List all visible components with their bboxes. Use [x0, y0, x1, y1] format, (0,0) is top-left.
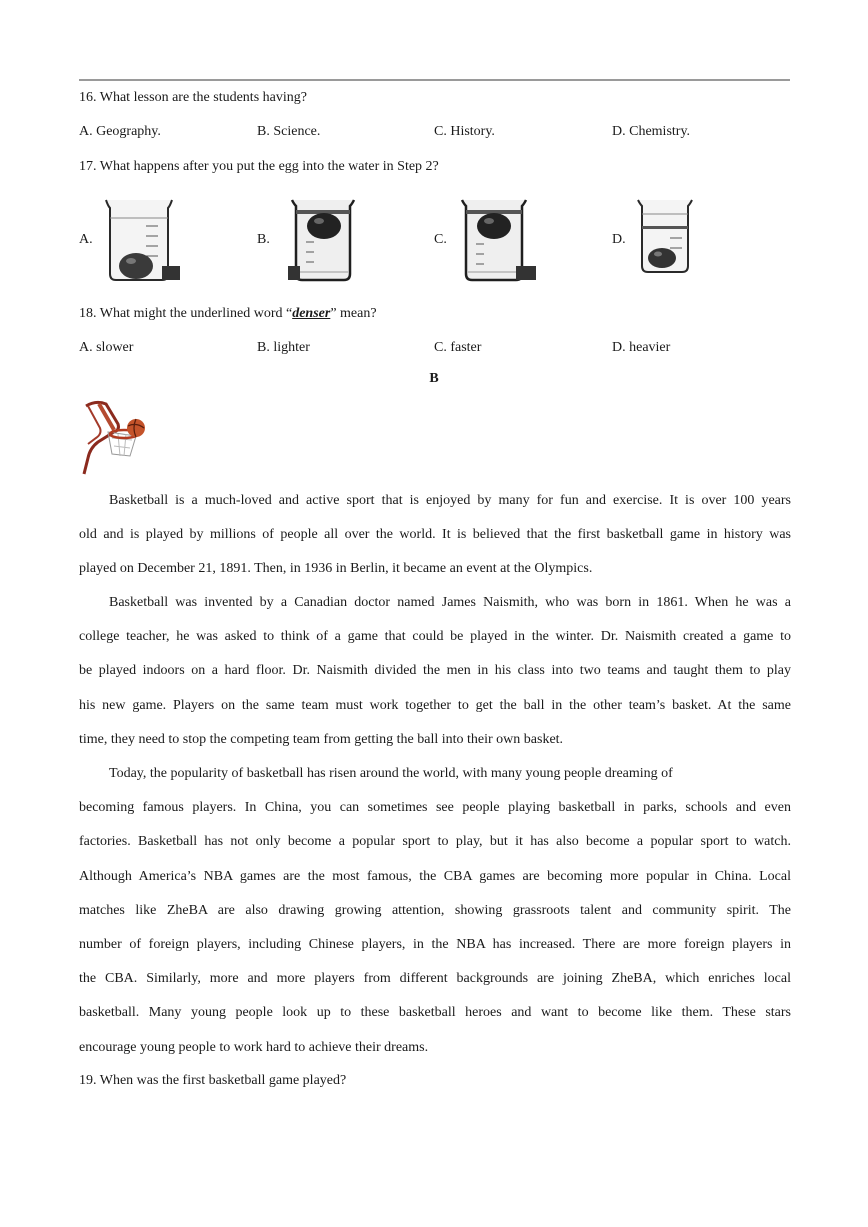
q16-option-a: A. Geography. [79, 124, 161, 139]
q17-question: 17. What happens after you put the egg into the water in Step 2? [79, 159, 439, 174]
p3-line: number of foreign players, including Chinese players, in the NBA has increased. There are more foreign players in [79, 936, 791, 952]
beaker-egg-bottom-image [100, 196, 182, 286]
q17-option-b-label: B. [257, 232, 270, 247]
top-rule [79, 79, 790, 81]
q18-option-a: A. slower [79, 340, 134, 355]
p1-line: old and is played by millions of people all over the world. It is believed that the first basketball game in history was [79, 527, 791, 543]
p2-line: be played indoors on a hard floor. Dr. Naismith divided the men in his class into two teams and taught them to play [79, 663, 791, 679]
p1-line: Basketball is a much-loved and active sport that is enjoyed by many for fun and exercise. It is over 100 years [109, 493, 791, 508]
p1-line: played on December 21, 1891. Then, in 1936 in Berlin, it became an event at the Olympics. [79, 561, 593, 577]
p3-line: becoming famous players. In China, you can sometimes see people playing basketball in parks, schools and even [79, 800, 791, 816]
q16-option-c: C. History. [434, 124, 495, 139]
p2-line: college teacher, he was asked to think of a game that could be played in the winter. Dr. Naismith created a game to [79, 629, 791, 645]
q18-underlined-word: denser [292, 306, 331, 321]
q18-question [79, 306, 377, 322]
q17-option-c-label: C. [434, 232, 447, 247]
beaker-egg-top-image [284, 196, 366, 286]
basketball-hoop-icon [78, 398, 152, 476]
q16-question: 16. What lesson are the students having? [79, 90, 307, 105]
q17-option-a-label: A. [79, 232, 93, 247]
p3-line: Although America’s NBA games are the most famous, the CBA games are becoming more popular in China. Local [79, 868, 791, 884]
p2-line: his new game. Players on the same team must work together to get the ball in the other team’s basket. At the same [79, 697, 791, 713]
p3-line: matches like ZheBA are also drawing growing attention, showing grassroots talent and community spirit. The [79, 902, 791, 918]
p3-line: factories. Basketball has not only become a popular sport to play, but it has also become a popular sport to watch. [79, 834, 791, 850]
q16-option-d: D. Chemistry. [612, 124, 691, 139]
q19-question: 19. When was the first basketball game played? [79, 1073, 347, 1088]
q18-option-d: D. heavier [612, 340, 671, 355]
p2-line: time, they need to stop the competing team from getting the ball into their own basket. [79, 731, 564, 747]
q18-question-end: ” mean? [330, 306, 377, 321]
passage-paragraph-2 [79, 586, 791, 757]
p3-line: Today, the popularity of basketball has risen around the world, with many young people dreaming of [109, 766, 673, 781]
p3-line: the CBA. Similarly, more and more players from different backgrounds are joining ZheBA, which enriches local [79, 971, 791, 987]
section-title: B [429, 371, 439, 386]
passage-paragraph-1 [79, 484, 791, 587]
beaker-egg-middle-image [456, 196, 538, 286]
q18-option-c: C. faster [434, 340, 482, 355]
passage-paragraph-3 [79, 757, 791, 1065]
q18-question-start: 18. What might the underlined word “ [79, 306, 293, 321]
beaker-egg-bottom-water-image [634, 196, 696, 278]
p3-line: basketball. Many young people look up to these basketball heroes and want to become like them. These stars [79, 1005, 791, 1021]
p3-line: encourage young people to work hard to achieve their dreams. [79, 1039, 429, 1055]
q16-option-b: B. Science. [257, 124, 321, 139]
q17-option-d-label: D. [612, 232, 626, 247]
p2-line: Basketball was invented by a Canadian doctor named James Naismith, who was born in 1861. When he was a [109, 595, 791, 610]
q18-option-b: B. lighter [257, 340, 310, 355]
